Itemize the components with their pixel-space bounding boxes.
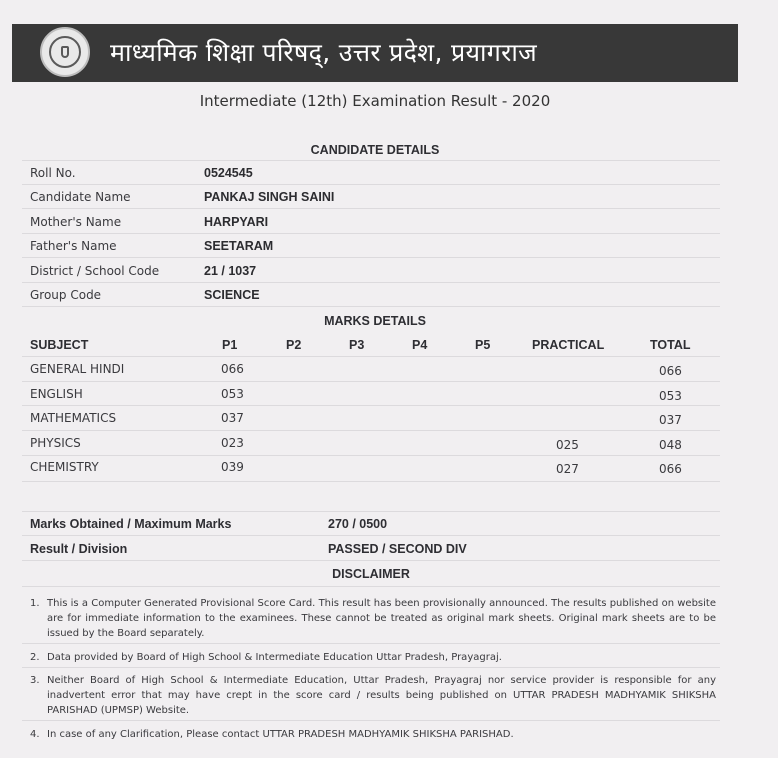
practical-cell: 025 bbox=[556, 438, 579, 452]
subject-cell: GENERAL HINDI bbox=[30, 362, 125, 376]
total-cell: 053 bbox=[659, 389, 682, 403]
candidate-details-title: CANDIDATE DETAILS bbox=[310, 143, 440, 157]
subject-cell: MATHEMATICS bbox=[30, 411, 117, 425]
candidate-name-label: Candidate Name bbox=[30, 190, 131, 204]
practical-cell: 027 bbox=[556, 462, 579, 476]
item-number: 3. bbox=[30, 675, 40, 686]
col-p3: P3 bbox=[349, 338, 365, 352]
disclaimer-item bbox=[30, 727, 716, 742]
marks-obtained-label: Marks Obtained / Maximum Marks bbox=[30, 517, 232, 531]
p1-cell: 053 bbox=[221, 387, 244, 401]
marks-details-title: MARKS DETAILS bbox=[324, 314, 426, 328]
col-subject: SUBJECT bbox=[30, 338, 89, 352]
item-text: Data provided by Board of High School & Intermediate Education Uttar Pradesh, Prayagraj. bbox=[47, 652, 502, 663]
disclaimer-title: DISCLAIMER bbox=[332, 567, 410, 581]
col-p1: P1 bbox=[222, 338, 238, 352]
p1-cell: 039 bbox=[221, 460, 244, 474]
disclaimer-item bbox=[30, 596, 716, 641]
item-text: In case of any Clarification, Please contact UTTAR PRADESH MADHYAMIK SHIKSHA PARISHAD. bbox=[47, 729, 514, 740]
board-header bbox=[12, 24, 738, 82]
total-cell: 048 bbox=[659, 438, 682, 452]
item-text: This is a Computer Generated Provisional Score Card. This result has been provisionally announced. The results published on website are for immediate information to the examinees. These cannot be treated as original mark sheets. Original mark sheets are to be issued by the Board separately. bbox=[47, 598, 716, 639]
total-cell: 066 bbox=[659, 462, 682, 476]
p1-cell: 066 bbox=[221, 362, 244, 376]
marks-obtained-value: 270 / 0500 bbox=[328, 517, 388, 531]
col-practical: PRACTICAL bbox=[532, 338, 605, 352]
p1-cell: 037 bbox=[221, 411, 244, 425]
group-code-label: Group Code bbox=[30, 288, 102, 302]
result-division-value: PASSED / SECOND DIV bbox=[328, 542, 467, 556]
roll-no-value: 0524545 bbox=[204, 166, 253, 180]
col-p4: P4 bbox=[412, 338, 428, 352]
result-division-label: Result / Division bbox=[30, 542, 128, 556]
roll-no-label: Roll No. bbox=[30, 166, 76, 180]
item-number: 1. bbox=[30, 598, 40, 609]
mother-name-value: HARPYARI bbox=[204, 215, 269, 229]
district-school-label: District / School Code bbox=[30, 264, 160, 278]
father-name-value: SEETARAM bbox=[204, 239, 274, 253]
subject-cell: PHYSICS bbox=[30, 436, 81, 450]
father-name-label: Father's Name bbox=[30, 239, 117, 253]
disclaimer-item bbox=[30, 650, 716, 665]
p1-cell: 023 bbox=[221, 436, 244, 450]
total-cell: 037 bbox=[659, 413, 682, 427]
item-number: 4. bbox=[30, 729, 40, 740]
candidate-name-value: PANKAJ SINGH SAINI bbox=[204, 190, 335, 204]
col-p5: P5 bbox=[475, 338, 491, 352]
up-emblem-icon bbox=[40, 27, 90, 77]
subject-cell: CHEMISTRY bbox=[30, 460, 99, 474]
board-name: माध्यमिक शिक्षा परिषद्, उत्तर प्रदेश, प्रयागराज bbox=[110, 38, 538, 67]
col-total: TOTAL bbox=[650, 338, 691, 352]
total-cell: 066 bbox=[659, 364, 682, 378]
item-number: 2. bbox=[30, 652, 40, 663]
subject-cell: ENGLISH bbox=[30, 387, 83, 401]
mother-name-label: Mother's Name bbox=[30, 215, 122, 229]
col-p2: P2 bbox=[286, 338, 302, 352]
disclaimer-item bbox=[30, 673, 716, 718]
district-school-value: 21 / 1037 bbox=[204, 264, 257, 278]
group-code-value: SCIENCE bbox=[204, 288, 260, 302]
exam-title: Intermediate (12th) Examination Result - 2020 bbox=[199, 92, 551, 110]
item-text: Neither Board of High School & Intermediate Education, Uttar Pradesh, Prayagraj nor service provider is responsible for any inadvertent error that may have crept in the score card / results being published on UTTAR PRADESH MADHYAMIK SHIKSHA PARISHAD (UPMSP) Website. bbox=[47, 675, 716, 716]
